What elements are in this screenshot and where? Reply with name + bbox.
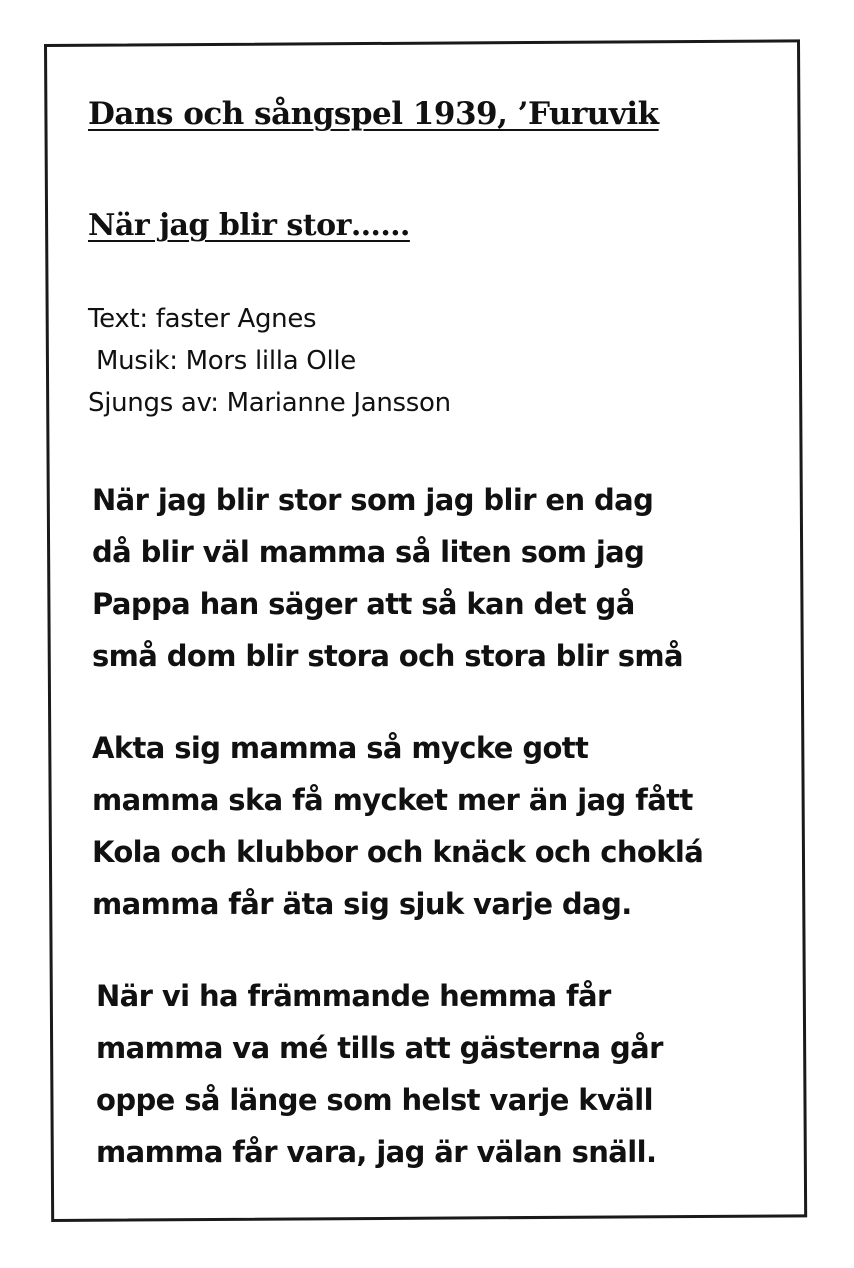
lyric-line: då blir väl mamma så liten som jag — [92, 535, 645, 569]
lyric-line: Akta sig mamma så mycke gott — [92, 731, 589, 765]
lyric-line: mamma får äta sig sjuk varje dag. — [92, 887, 632, 921]
credit-text-author: Text: faster Agnes — [88, 304, 317, 334]
lyric-line: mamma va mé tills att gästerna går — [96, 1031, 663, 1065]
lyric-line: oppe så länge som helst varje kväll — [96, 1083, 653, 1117]
stanza-2 — [92, 722, 703, 930]
stanza-3 — [96, 970, 663, 1178]
lyric-line: När jag blir stor som jag blir en dag — [92, 483, 654, 517]
document-title: Dans och sångspel 1939, ’Furuvik — [88, 96, 659, 132]
lyric-line: Kola och klubbor och knäck och choklá — [92, 835, 704, 869]
stanza-1 — [92, 474, 683, 682]
lyric-line: mamma ska få mycket mer än jag fått — [92, 783, 693, 817]
lyric-line: Pappa han säger att så kan det gå — [92, 587, 635, 621]
credit-singer: Sjungs av: Marianne Jansson — [88, 388, 451, 418]
lyric-line: När vi ha främmande hemma får — [96, 979, 611, 1013]
song-title: När jag blir stor…… — [88, 208, 410, 243]
lyric-line: mamma får vara, jag är välan snäll. — [96, 1135, 657, 1169]
lyric-line: små dom blir stora och stora blir små — [92, 639, 683, 673]
credit-music: Musik: Mors lilla Olle — [96, 346, 357, 376]
credits-list — [88, 298, 451, 424]
